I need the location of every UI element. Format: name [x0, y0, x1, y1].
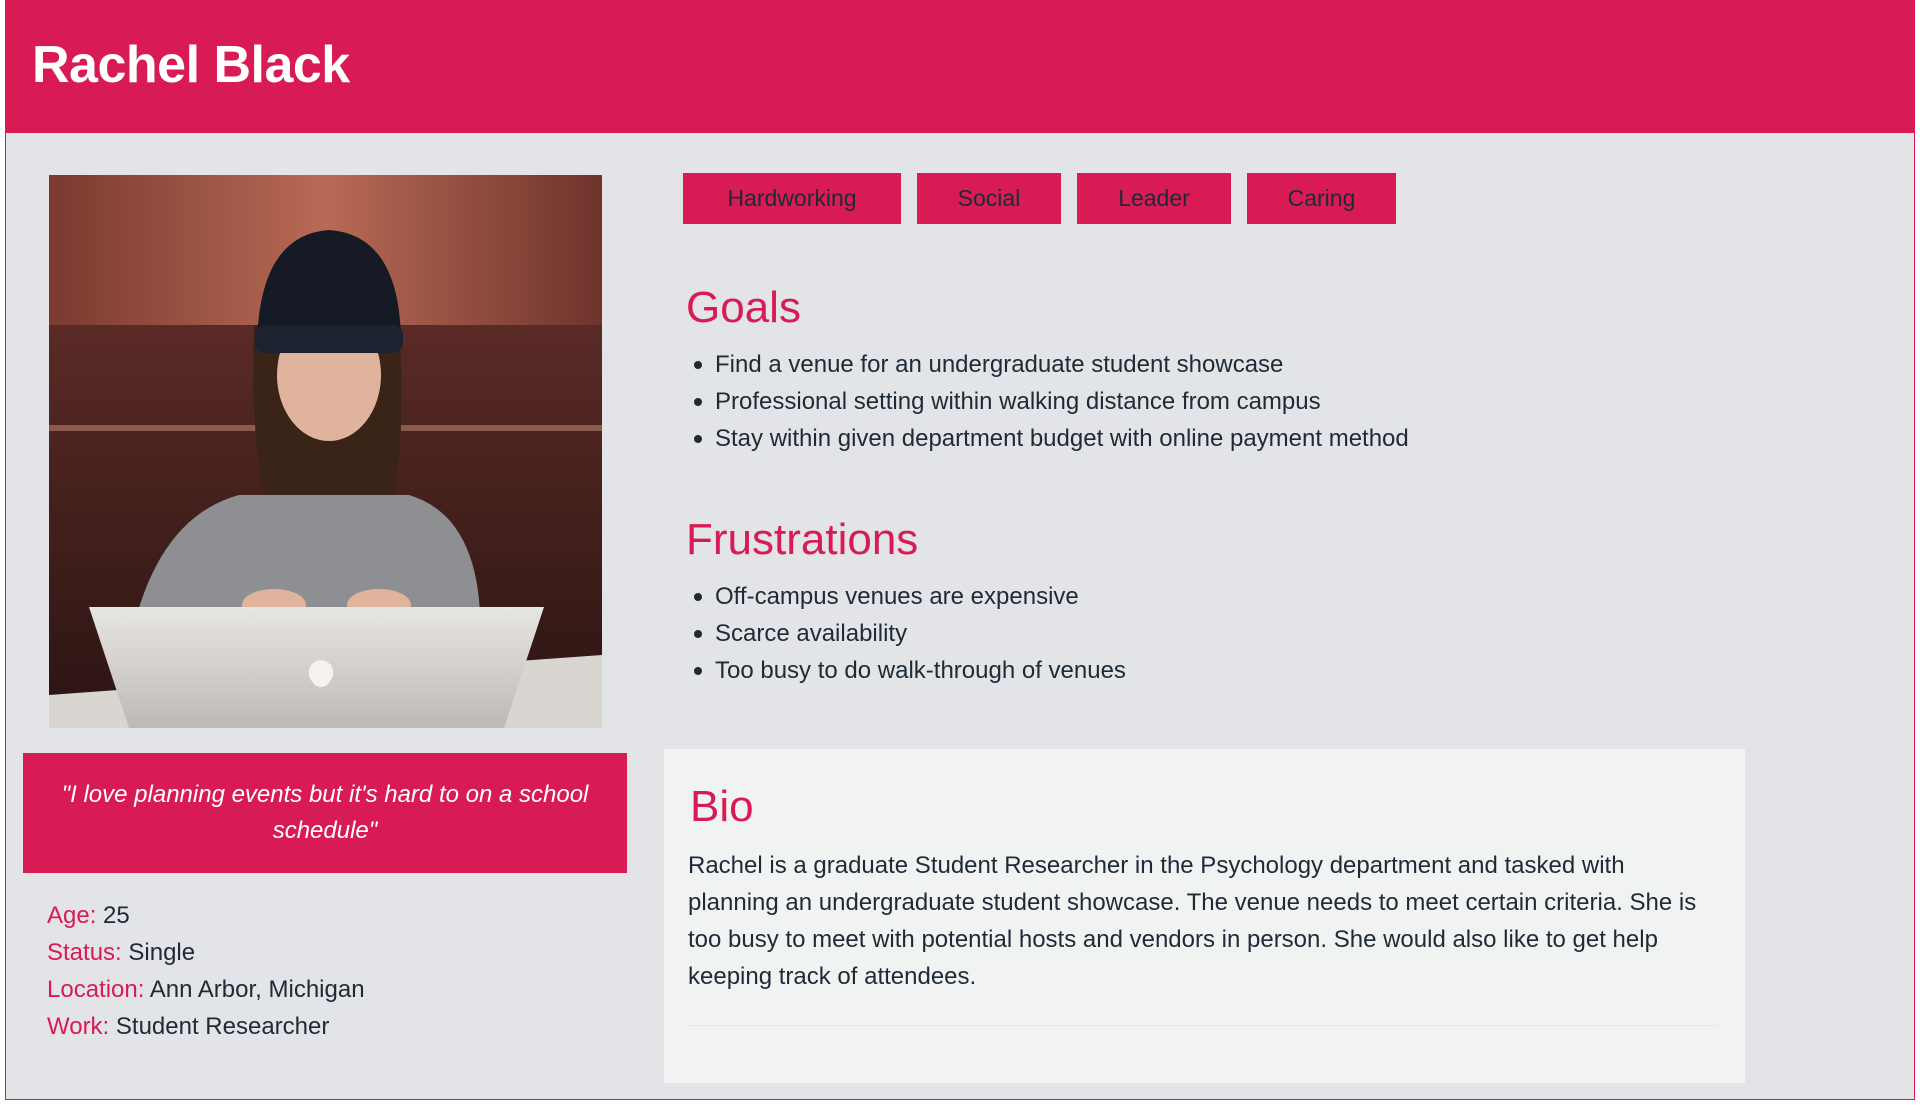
- list-item: Professional setting within walking distance from campus: [689, 383, 1409, 420]
- demographics: [47, 897, 365, 1045]
- tag-leader[interactable]: Leader: [1077, 173, 1231, 224]
- demographic-label: Work:: [47, 1013, 110, 1040]
- demographic-label: Status:: [47, 939, 122, 966]
- tag-social[interactable]: Social: [917, 173, 1061, 224]
- frustrations-heading: Frustrations: [686, 515, 919, 564]
- persona-card: [5, 0, 1915, 1100]
- demographic-status: [47, 934, 365, 971]
- bio-heading: Bio: [690, 782, 754, 831]
- tag-hardworking[interactable]: Hardworking: [683, 173, 901, 224]
- header-bar: [6, 1, 1914, 133]
- goals-heading: Goals: [686, 283, 801, 332]
- persona-name: Rachel Black: [32, 36, 350, 94]
- frustrations-list: [689, 578, 1126, 689]
- trait-tags: [683, 173, 1396, 224]
- demographic-work: [47, 1008, 365, 1045]
- list-item: Scarce availability: [689, 615, 1126, 652]
- bio-panel: [664, 749, 1745, 1083]
- persona-quote: "I love planning events but it's hard to on a school schedule": [23, 753, 627, 873]
- list-item: Find a venue for an undergraduate student showcase: [689, 346, 1409, 383]
- demographic-value: 25: [103, 902, 130, 929]
- goals-list: [689, 346, 1409, 457]
- tag-caring[interactable]: Caring: [1247, 173, 1396, 224]
- demographic-location: [47, 971, 365, 1008]
- divider: [688, 1025, 1718, 1026]
- persona-photo: [49, 175, 602, 728]
- bio-text: Rachel is a graduate Student Researcher in the Psychology department and tasked with planning an undergraduate student showcase. The venue needs to meet certain criteria. She is too busy to meet with potential hosts and vendors in person. She would also like to get help keeping track of attendees.: [688, 852, 1697, 990]
- demographic-age: [47, 897, 365, 934]
- list-item: Off-campus venues are expensive: [689, 578, 1126, 615]
- list-item: Stay within given department budget with online payment method: [689, 420, 1409, 457]
- demographic-value: Ann Arbor, Michigan: [149, 976, 365, 1003]
- demographic-value: Student Researcher: [115, 1013, 330, 1040]
- list-item: Too busy to do walk-through of venues: [689, 652, 1126, 689]
- demographic-label: Age:: [47, 902, 97, 929]
- demographic-label: Location:: [47, 976, 145, 1003]
- demographic-value: Single: [128, 939, 196, 966]
